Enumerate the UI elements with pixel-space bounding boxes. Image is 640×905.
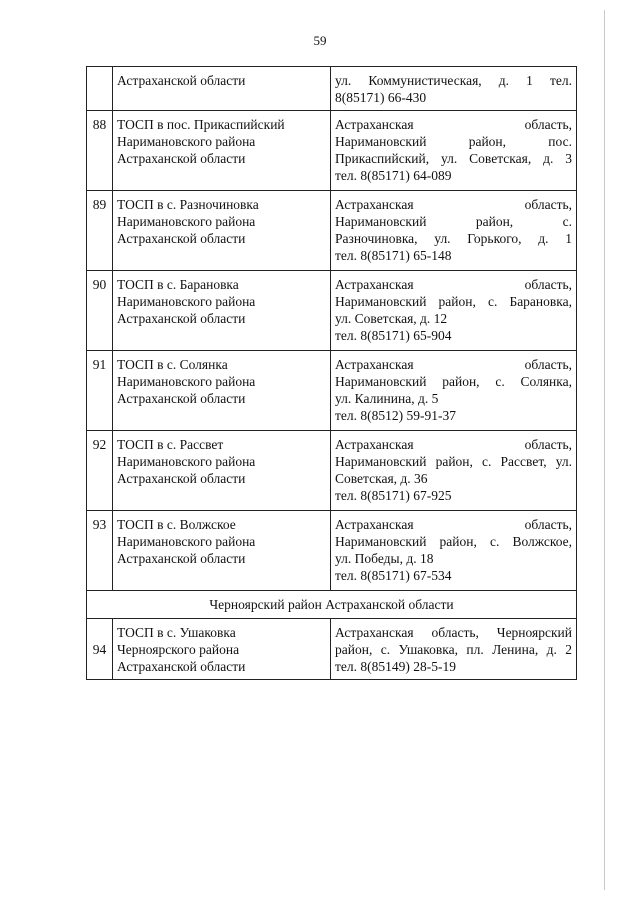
office-name-line: ТОСП в с. Барановка [117, 277, 239, 292]
office-address-line: ул. Коммунистическая, д. 1 тел. [335, 73, 572, 88]
office-name-line: Астраханской области [117, 551, 246, 566]
office-address-line: Астраханская область, [335, 357, 572, 372]
office-name-line: Астраханской области [117, 471, 246, 486]
office-name-line: Наримановского района [117, 374, 256, 389]
office-name-cell [113, 431, 331, 511]
office-address-line: Прикаспийский, ул. Советская, д. 3 [335, 151, 572, 166]
office-name-line: ТОСП в с. Солянка [117, 357, 228, 372]
office-name-line: ТОСП в с. Ушаковка [117, 625, 236, 640]
office-address-line: Наримановский район, с. Волжское, [335, 534, 572, 549]
office-address-line: ул. Советская, д. 12 [335, 311, 448, 326]
table-row [87, 191, 577, 271]
table-row [87, 111, 577, 191]
office-address-line: тел. 8(85149) 28-5-19 [335, 659, 456, 674]
office-name-line: ТОСП в с. Рассвет [117, 437, 224, 452]
page-number: 59 [313, 33, 327, 48]
office-name-line: Астраханской области [117, 151, 246, 166]
office-address-line: Астраханская область, [335, 437, 572, 452]
office-name-line: Наримановского района [117, 134, 256, 149]
office-address-line: Астраханская область, [335, 197, 572, 212]
office-address-line: Советская, д. 36 [335, 471, 428, 486]
table-row [87, 619, 577, 680]
office-address-cell [331, 351, 577, 431]
office-name-line: ТОСП в пос. Прикаспийский [117, 117, 285, 132]
row-number: 89 [87, 191, 113, 271]
office-name-cell [113, 191, 331, 271]
office-address-line: тел. 8(85171) 67-925 [335, 488, 452, 503]
office-name-line: Наримановского района [117, 454, 256, 469]
row-number [87, 67, 113, 111]
office-address-line: тел. 8(85171) 65-148 [335, 248, 452, 263]
offices-table-body [87, 67, 577, 680]
table-row [87, 351, 577, 431]
office-name-line: Наримановского района [117, 534, 256, 549]
office-address-line: Астраханская область, [335, 277, 572, 292]
office-name-line: Астраханской области [117, 231, 246, 246]
office-name-cell [113, 111, 331, 191]
office-address-cell [331, 271, 577, 351]
office-address-line: Наримановский район, с. Солянка, [335, 374, 572, 389]
office-address-line: район, с. Ушаковка, пл. Ленина, д. 2 [335, 642, 572, 657]
row-number: 88 [87, 111, 113, 191]
office-address-cell [331, 67, 577, 111]
office-address-cell [331, 431, 577, 511]
office-address-line: Астраханская область, [335, 517, 572, 532]
row-number: 90 [87, 271, 113, 351]
table-row [87, 271, 577, 351]
office-name-cell [113, 351, 331, 431]
table-row [87, 511, 577, 591]
table-row [87, 431, 577, 511]
office-address-line: тел. 8(8512) 59-91-37 [335, 408, 456, 423]
office-name-line: Черноярского района [117, 642, 240, 657]
section-header-row [87, 591, 577, 619]
office-address-cell [331, 619, 577, 680]
office-name-line: Астраханской области [117, 311, 246, 326]
office-address-line: 8(85171) 66-430 [335, 90, 427, 105]
office-address-cell [331, 191, 577, 271]
offices-table [86, 66, 577, 680]
section-title: Черноярский район Астраханской области [87, 591, 577, 619]
office-address-line: ул. Победы, д. 18 [335, 551, 434, 566]
office-name-line: Наримановского района [117, 294, 256, 309]
page-edge-line [604, 10, 605, 890]
office-name-cell [113, 511, 331, 591]
office-name-cell [113, 67, 331, 111]
office-name-line: ТОСП в с. Волжское [117, 517, 236, 532]
row-number: 94 [87, 619, 113, 680]
office-address-cell [331, 111, 577, 191]
office-address-line: Наримановский район, пос. [335, 134, 572, 149]
row-number: 92 [87, 431, 113, 511]
office-name-line: Наримановского района [117, 214, 256, 229]
office-address-cell [331, 511, 577, 591]
office-name-cell [113, 619, 331, 680]
office-address-line: тел. 8(85171) 67-534 [335, 568, 452, 583]
office-address-line: Астраханская область, [335, 117, 572, 132]
office-address-line: Разночиновка, ул. Горького, д. 1 [335, 231, 572, 246]
office-name-cell [113, 271, 331, 351]
office-address-line: Наримановский район, с. Барановка, [335, 294, 572, 309]
row-number: 93 [87, 511, 113, 591]
office-address-line: Наримановский район, с. Рассвет, ул. [335, 454, 572, 469]
office-address-line: тел. 8(85171) 64-089 [335, 168, 452, 183]
office-name-line: Астраханской области [117, 391, 246, 406]
office-name-line: Астраханской области [117, 659, 246, 674]
office-address-line: Наримановский район, с. [335, 214, 572, 229]
office-name-line: ТОСП в с. Разночиновка [117, 197, 259, 212]
office-address-line: Астраханская область, Черноярский [335, 625, 572, 640]
row-number: 91 [87, 351, 113, 431]
office-address-line: тел. 8(85171) 65-904 [335, 328, 452, 343]
office-address-line: ул. Калинина, д. 5 [335, 391, 439, 406]
table-row [87, 67, 577, 111]
office-name-line: Астраханской области [117, 73, 246, 88]
